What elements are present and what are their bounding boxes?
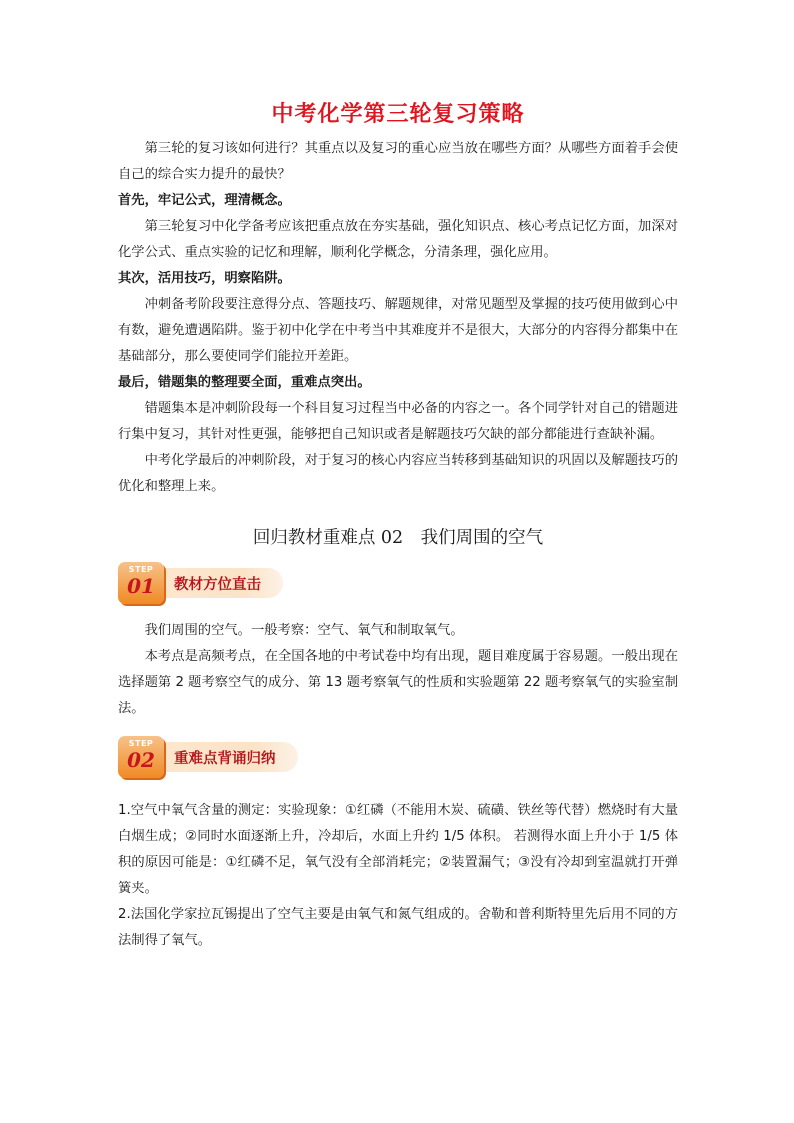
step-01-banner <box>118 562 678 604</box>
step-number: 01 <box>127 574 155 598</box>
point3-heading: 最后，错题集的整理要全面，重难点突出。 <box>118 375 371 390</box>
step-02-badge <box>118 736 164 778</box>
list-item-1: 1.空气中氧气含量的测定：实验现象：①红磷（不能用木炭、硫磺、铁丝等代替）燃烧时有大量白烟生成；②同时水面逐渐上升，冷却后，水面上升约 1/5 体积。 若测得水面上升小于 1/5 体积的原因可能是：①红磷不足，氧气没有全部消耗完；②装置漏气；③没有冷却到室温就打开弹簧夹。 <box>118 803 678 896</box>
step1-paragraph-1: 我们周围的空气。一般考察：空气、氧气和制取氧气。 <box>144 623 464 638</box>
document-page <box>118 100 678 954</box>
point1-body: 第三轮复习中化学备考应该把重点放在夯实基础，强化知识点、核心考点记忆方面，加深对化学公式、重点实验的记忆和理解，顺利化学概念，分清条理，强化应用。 <box>118 219 678 260</box>
point1-heading: 首先，牢记公式，理清概念。 <box>118 193 291 208</box>
closing-paragraph: 中考化学最后的冲刺阶段，对于复习的核心内容应当转移到基础知识的巩固以及解题技巧的优化和整理上来。 <box>118 453 678 494</box>
step-word: STEP <box>128 739 154 748</box>
step-word: STEP <box>128 565 154 574</box>
step-01-badge <box>118 562 164 604</box>
step-number: 02 <box>127 748 155 772</box>
point3-body: 错题集本是冲刺阶段每一个科目复习过程当中必备的内容之一。各个同学针对自己的错题进行集中复习，其针对性更强，能够把自己知识或者是解题技巧欠缺的部分都能进行查缺补漏。 <box>118 401 678 442</box>
intro-paragraph: 第三轮的复习该如何进行？其重点以及复习的重心应当放在哪些方面？从哪些方面着手会使自己的综合实力提升的最快？ <box>118 141 678 182</box>
step1-paragraph-2: 本考点是高频考点，在全国各地的中考试卷中均有出现，题目难度属于容易题。一般出现在选择题第 2 题考察空气的成分、第 13 题考察氧气的性质和实验题第 22 题考察氧气的实验室制法。 <box>118 649 678 716</box>
section-title: 回归教材重难点 02 我们周围的空气 <box>252 528 544 548</box>
step-02-banner <box>118 736 678 778</box>
step-01-label: 教材方位直击 <box>156 568 283 598</box>
point2-heading: 其次，活用技巧，明察陷阱。 <box>118 271 291 286</box>
page-title: 中考化学第三轮复习策略 <box>271 102 525 127</box>
list-item-2: 2.法国化学家拉瓦锡提出了空气主要是由氧气和氮气组成的。舍勒和普利斯特里先后用不同的方法制得了氧气。 <box>118 907 678 948</box>
point2-body: 冲刺备考阶段要注意得分点、答题技巧、解题规律，对常见题型及掌握的技巧使用做到心中有数，避免遭遇陷阱。鉴于初中化学在中考当中其难度并不是很大，大部分的内容得分都集中在基础部分，那么要使同学们能拉开差距。 <box>118 297 678 364</box>
step-02-label: 重难点背诵归纳 <box>156 742 298 772</box>
